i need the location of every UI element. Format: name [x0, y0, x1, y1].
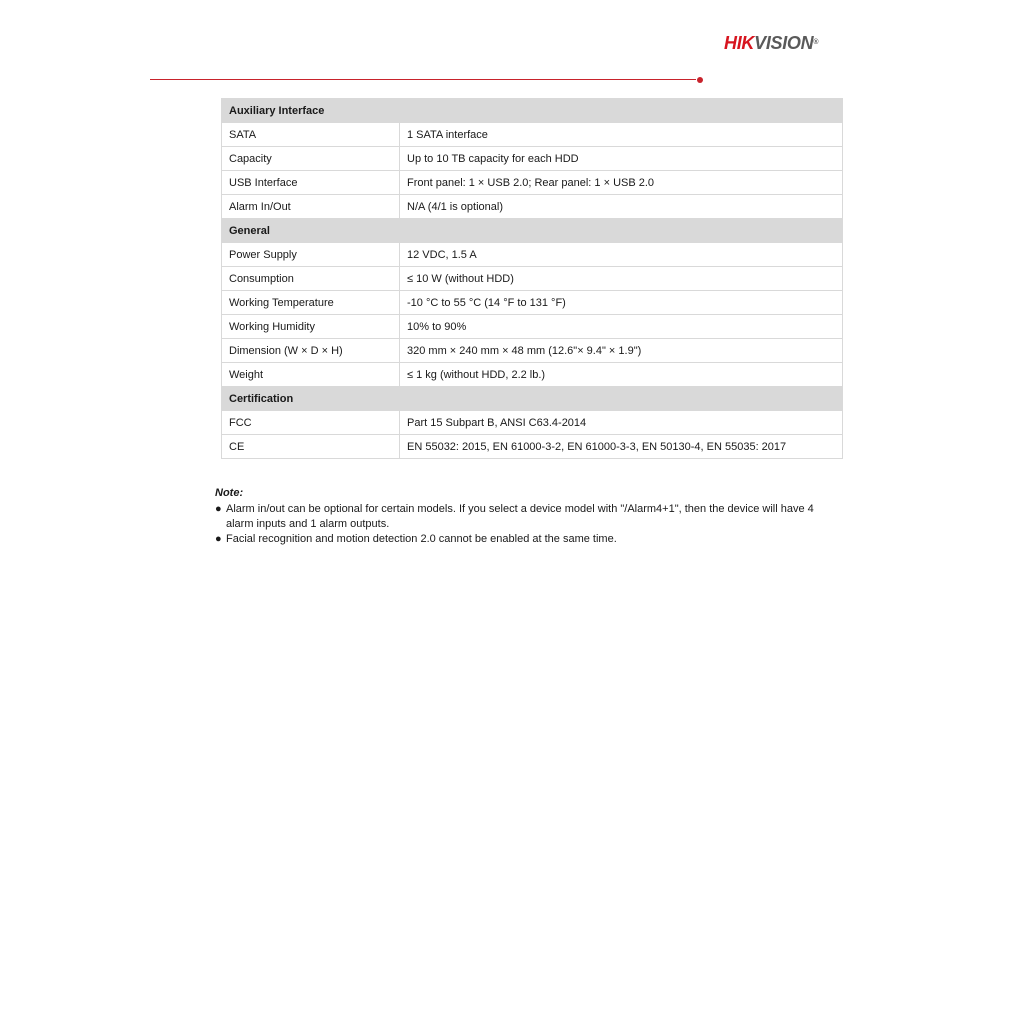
spec-row — [222, 291, 843, 315]
spec-value: ≤ 10 W (without HDD) — [400, 267, 843, 291]
logo-registered-mark: ® — [813, 39, 819, 46]
spec-row — [222, 195, 843, 219]
note-text: Facial recognition and motion detection 2.0 cannot be enabled at the same time. — [226, 533, 617, 545]
spec-label: Working Temperature — [222, 291, 400, 315]
spec-label: FCC — [222, 411, 400, 435]
spec-row — [222, 363, 843, 387]
section-header-row — [222, 219, 843, 243]
notes-list — [215, 502, 825, 547]
hikvision-logo — [724, 33, 844, 53]
spec-row — [222, 435, 843, 459]
section-header-row — [222, 99, 843, 123]
spec-row — [222, 171, 843, 195]
spec-table — [221, 98, 843, 459]
note-item — [215, 532, 825, 547]
notes-title: Note: — [215, 487, 244, 499]
header-divider-line — [150, 79, 696, 80]
section-title: General — [222, 219, 843, 243]
spec-value: -10 °C to 55 °C (14 °F to 131 °F) — [400, 291, 843, 315]
spec-row — [222, 315, 843, 339]
spec-row — [222, 147, 843, 171]
logo-vision-text: VISION — [754, 33, 814, 53]
spec-row — [222, 339, 843, 363]
spec-value: Part 15 Subpart B, ANSI C63.4-2014 — [400, 411, 843, 435]
spec-label: Weight — [222, 363, 400, 387]
spec-value: Up to 10 TB capacity for each HDD — [400, 147, 843, 171]
spec-label: SATA — [222, 123, 400, 147]
spec-row — [222, 123, 843, 147]
notes-block — [215, 486, 825, 547]
spec-label: Capacity — [222, 147, 400, 171]
spec-value: 10% to 90% — [400, 315, 843, 339]
section-title: Auxiliary Interface — [222, 99, 843, 123]
header-divider-dot — [697, 77, 703, 83]
spec-value: 12 VDC, 1.5 A — [400, 243, 843, 267]
spec-label: Working Humidity — [222, 315, 400, 339]
spec-label: Alarm In/Out — [222, 195, 400, 219]
bullet-icon: ● — [215, 533, 222, 545]
section-title: Certification — [222, 387, 843, 411]
spec-value: N/A (4/1 is optional) — [400, 195, 843, 219]
spec-label: Consumption — [222, 267, 400, 291]
spec-row — [222, 243, 843, 267]
spec-value: 320 mm × 240 mm × 48 mm (12.6"× 9.4" × 1.9") — [400, 339, 843, 363]
section-header-row — [222, 387, 843, 411]
spec-value: ≤ 1 kg (without HDD, 2.2 lb.) — [400, 363, 843, 387]
spec-value: 1 SATA interface — [400, 123, 843, 147]
spec-value: EN 55032: 2015, EN 61000-3-2, EN 61000-3-3, EN 50130-4, EN 55035: 2017 — [400, 435, 843, 459]
note-item — [215, 502, 825, 532]
spec-row — [222, 267, 843, 291]
spec-value: Front panel: 1 × USB 2.0; Rear panel: 1 × USB 2.0 — [400, 171, 843, 195]
spec-row — [222, 411, 843, 435]
spec-label: USB Interface — [222, 171, 400, 195]
logo-hik-text: HIK — [724, 33, 755, 53]
note-text: Alarm in/out can be optional for certain models. If you select a device model with "/Alarm4+1", then the device will have 4 alarm inputs and 1 alarm outputs. — [226, 503, 814, 530]
bullet-icon: ● — [215, 503, 222, 515]
spec-label: CE — [222, 435, 400, 459]
spec-label: Power Supply — [222, 243, 400, 267]
spec-label: Dimension (W × D × H) — [222, 339, 400, 363]
